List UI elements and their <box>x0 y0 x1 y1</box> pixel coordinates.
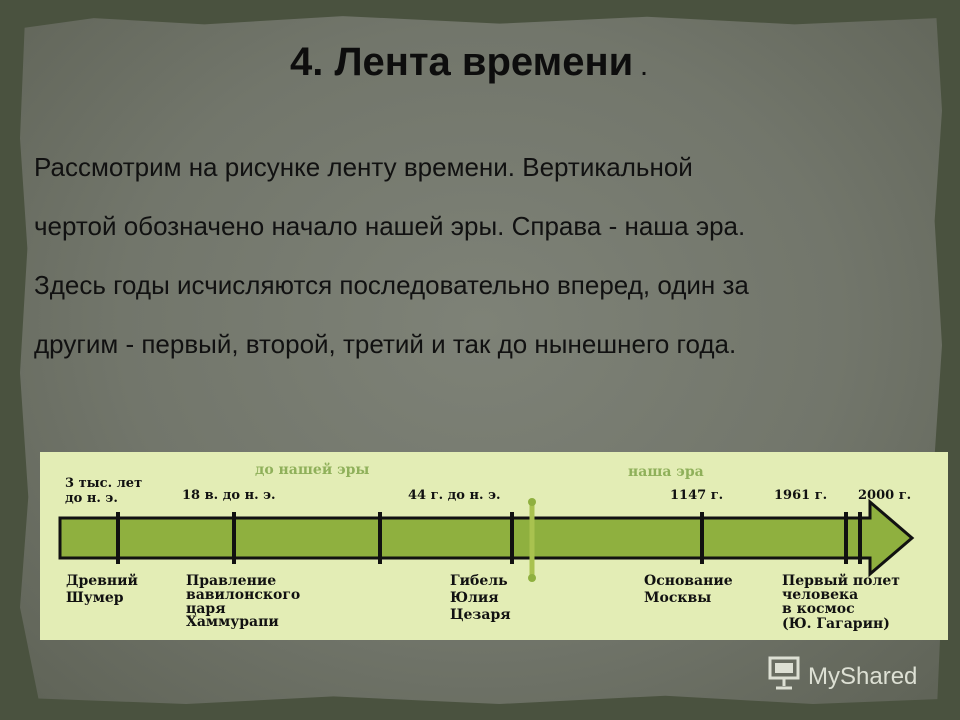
date-sumer-line1: 3 тыс. лет <box>65 476 143 491</box>
slide-title <box>290 40 647 85</box>
presentation-board-icon <box>766 656 802 697</box>
event-hammurabi-line3: царя <box>186 601 226 617</box>
event-sumer-line2: Шумер <box>66 590 124 606</box>
event-caesar-line3: Цезаря <box>450 607 511 623</box>
event-sumer-line1: Древний <box>66 573 138 589</box>
event-hammurabi-line4: Хаммурапи <box>186 614 279 630</box>
paragraph-line: Рассмотрим на рисунке ленту времени. Вертикальной <box>34 152 693 182</box>
era-after-label: наша эра <box>628 464 704 480</box>
paragraph-line: Здесь годы исчисляются последовательно вперед, один за <box>34 270 749 300</box>
slide-paragraph <box>34 138 914 374</box>
paragraph-line: другим - первый, второй, третий и так до нынешнего года. <box>34 329 737 359</box>
event-gagarin-line4: (Ю. Гагарин) <box>782 616 890 632</box>
date-2000: 2000 г. <box>858 488 912 503</box>
event-caesar-line2: Юлия <box>450 590 499 606</box>
timeline-panel <box>40 452 948 640</box>
date-sumer-line2: до н. э. <box>65 491 118 506</box>
event-gagarin-line2: человека <box>782 587 859 603</box>
date-gagarin: 1961 г. <box>774 488 828 503</box>
event-caesar-line1: Гибель <box>450 573 508 589</box>
mysshared-watermark <box>766 656 917 697</box>
event-gagarin-line1: Первый полет <box>782 573 900 589</box>
date-hammurabi: 18 в. до н. э. <box>182 488 276 503</box>
title-dot: . <box>641 58 647 80</box>
date-moscow: 1147 г. <box>670 488 724 503</box>
event-gagarin-line3: в космос <box>782 601 855 617</box>
event-hammurabi-line2: вавилонского <box>186 587 301 603</box>
timeline-diagram <box>40 452 948 640</box>
era-before-label: до нашей эры <box>255 462 370 478</box>
era-boundary-top-dot <box>528 498 536 506</box>
title-text: 4. Лента времени <box>290 40 634 84</box>
timeline-arrow-bar <box>60 502 912 574</box>
event-hammurabi-line1: Правление <box>186 573 277 589</box>
event-moscow-line1: Основание <box>644 573 733 589</box>
date-caesar: 44 г. до н. э. <box>408 488 501 503</box>
era-boundary-bottom-dot <box>528 574 536 582</box>
watermark-text: MyShared <box>808 662 918 690</box>
paragraph-line: чертой обозначено начало нашей эры. Справа - наша эра. <box>34 211 746 241</box>
event-moscow-line2: Москвы <box>644 590 712 606</box>
